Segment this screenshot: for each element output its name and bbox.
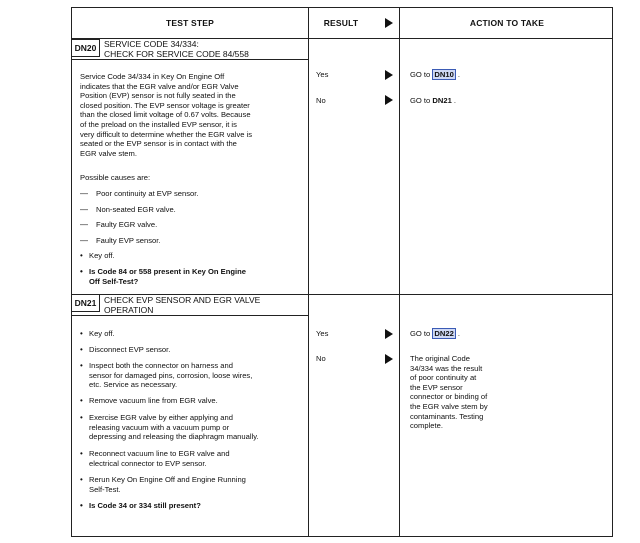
dn21-question: • Is Code 34 or 334 still present? (89, 501, 201, 511)
cause-item: — Faulty EGR valve. (96, 220, 157, 230)
step-title-dn20: SERVICE CODE 34/334: CHECK FOR SERVICE CODE 84/558 (104, 39, 249, 59)
arrow-icon (385, 354, 393, 364)
link-dn10[interactable]: DN10 (434, 70, 454, 79)
step-title-underline (72, 315, 308, 316)
arrow-icon (385, 329, 393, 339)
arrow-icon (385, 70, 393, 80)
action-yes: GO to DN22 . (410, 329, 461, 338)
result-yes: Yes (316, 70, 329, 79)
dn21-step: • Inspect both the connector on harness and sensor for damaged pins, corrosion, loose wires, etc. Service as necessary. (89, 361, 252, 390)
dn21-step: • Rerun Key On Engine Off and Engine Running Self-Test. (89, 475, 246, 494)
result-yes: Yes (316, 329, 329, 338)
dn21-step: • Key off. (89, 329, 115, 339)
header-test-step: TEST STEP (165, 18, 215, 28)
column-divider (399, 8, 400, 536)
header-action: ACTION TO TAKE (469, 18, 545, 28)
cause-item: — Faulty EVP sensor. (96, 236, 160, 246)
cause-item: — Non-seated EGR valve. (96, 205, 176, 215)
result-no: No (316, 354, 326, 363)
result-no: No (316, 96, 326, 105)
arrow-icon (385, 18, 393, 28)
step-title-dn21: CHECK EVP SENSOR AND EGR VALVE OPERATION (104, 295, 261, 315)
header-result: RESULT (323, 18, 359, 28)
step-code-dn20: DN20 (72, 39, 100, 57)
step-title-underline (72, 59, 308, 60)
dn21-step: • Remove vacuum line from EGR valve. (89, 396, 218, 406)
action-no: GO to DN21 . (410, 96, 457, 105)
step-key-off: • Key off. (89, 251, 115, 261)
action-yes: GO to DN10 . (410, 70, 461, 79)
column-divider (308, 8, 309, 536)
dn21-step: • Reconnect vacuum line to EGR valve and electrical connector to EVP sensor. (89, 449, 230, 468)
dn21-step: • Exercise EGR valve by either applying and releasing vacuum with a vacuum pump or depressing and releasing the diaphragm manually. (89, 413, 259, 442)
diagnostic-table (71, 7, 613, 537)
dn20-description: Service Code 34/334 in Key On Engine Off indicates that the EGR valve and/or EGR Valve Position (EVP) sensor is not fully seated in the closed position. The EVP sensor voltage is greater than the closed limit voltage of 0.67 volts. Because of the preload on the installed EVP sensor, it is very difficult to determine whether the EGR valve is seated or the EVP sensor is in contact with the EGR valve stem. (80, 72, 253, 158)
ref-dn21: DN21 (432, 96, 452, 105)
causes-heading: Possible causes are: (80, 173, 151, 182)
dn21-step: • Disconnect EVP sensor. (89, 345, 170, 355)
action-no-text: The original Code 34/334 was the result of poor continuity at the EVP sensor connector or binding of the EGR valve stem by contaminants. Testing complete. (410, 354, 488, 431)
step-code-dn21: DN21 (72, 294, 100, 312)
dn20-question: • Is Code 84 or 558 present in Key On Engine Off Self-Test? (89, 267, 246, 286)
arrow-icon (385, 95, 393, 105)
cause-item: — Poor continuity at EVP sensor. (96, 189, 198, 199)
link-dn22[interactable]: DN22 (434, 329, 454, 338)
